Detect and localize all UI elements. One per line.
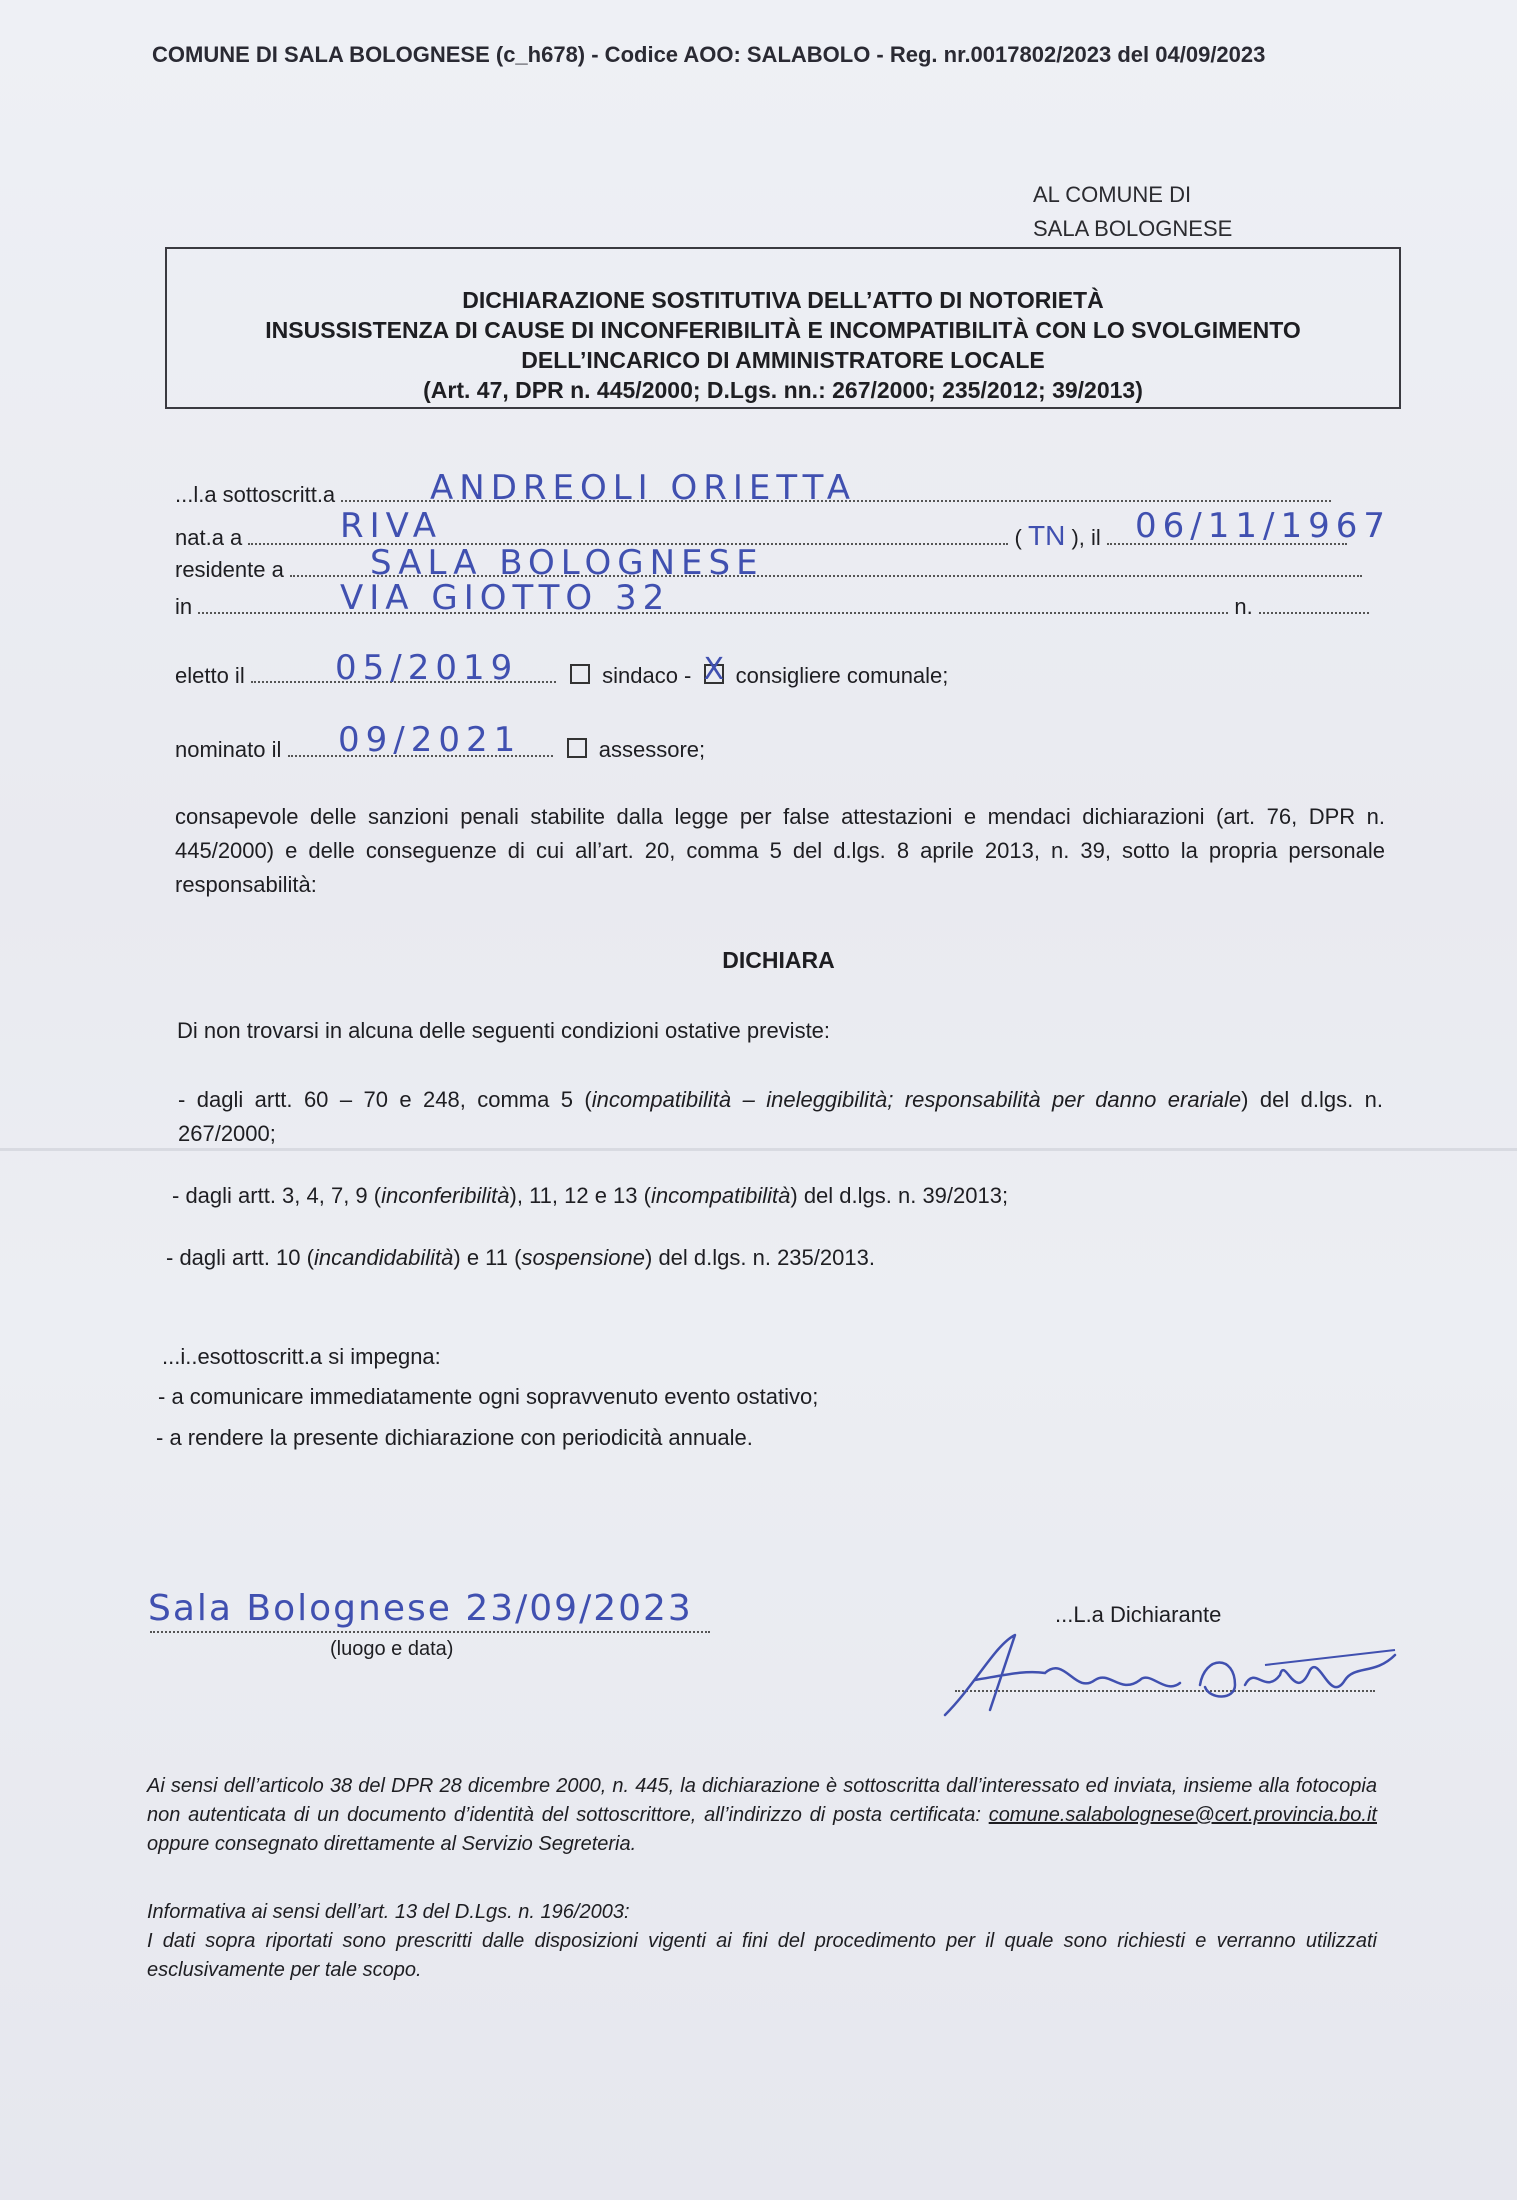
nominato-label: nominato il (175, 737, 282, 762)
impegno-intro: ...i..esottoscritt.a si impegna: (162, 1344, 441, 1369)
eletto-label: eletto il (175, 663, 245, 688)
sindaco-label: sindaco - (602, 663, 692, 688)
footer-p1-tail: oppure consegnato direttamente al Servizio Segreteria. (147, 1833, 637, 1855)
residente-value: SALA BOLOGNESE (370, 543, 764, 583)
n-field[interactable] (1259, 594, 1369, 614)
eletto-row (175, 652, 949, 689)
impegno-line-1: - a comunicare immediatamente ogni sopravvenuto evento ostativo; (158, 1384, 819, 1409)
title-line-2: INSUSSISTENZA DI CAUSE DI INCONFERIBILITÀ E INCOMPATIBILITÀ CON LO SVOLGIMENTO (265, 317, 1301, 343)
footer-p1-text: Ai sensi dell’articolo 38 del DPR 28 dicembre 2000, n. 445, la dichiarazione è sottoscritta dall’interessato ed inviata, insieme alla fotocopia non autenticata di un documento d’identità del sottoscrittore, all’indirizzo di posta certificata: (147, 1775, 1377, 1826)
title-box (165, 247, 1401, 409)
addressee-line-2: SALA BOLOGNESE (1033, 216, 1233, 241)
condition-3-part-3: ) e 11 ( (453, 1245, 522, 1270)
condition-3-part-5: ) del d.lgs. n. 235/2013. (645, 1245, 875, 1270)
eletto-value: 05/2019 (335, 648, 519, 688)
addressee (1033, 178, 1232, 246)
il-value: 06/11/1967 (1135, 506, 1391, 546)
in-value: VIA GIOTTO 32 (340, 578, 671, 618)
title-line-3: DELL’INCARICO DI AMMINISTRATORE LOCALE (521, 347, 1045, 373)
prov-label: ( (1014, 525, 1022, 550)
title-line-4: (Art. 47, DPR n. 445/2000; D.Lgs. nn.: 267/2000; 235/2012; 39/2013) (423, 377, 1143, 403)
footer-paragraph-1 (147, 1772, 1377, 1859)
place-date-label: (luogo e data) (330, 1638, 454, 1660)
consigliere-check-mark: X (703, 652, 725, 687)
condition-1-post: ) del d.lgs. n. 267/2000; (178, 1087, 1384, 1146)
condition-2-part-3: ), 11, 12 e 13 ( (509, 1183, 651, 1208)
il-label: ), il (1071, 525, 1101, 550)
place-date-value: Sala Bolognese 23/09/2023 (148, 1588, 693, 1629)
condition-3-part-1: - dagli artt. 10 ( (166, 1245, 314, 1270)
addressee-line-1: AL COMUNE DI (1033, 182, 1192, 207)
condition-3-part-4: sospensione (521, 1245, 645, 1270)
handwritten-signature (935, 1625, 1405, 1725)
footer-p2-title: Informativa ai sensi dell’art. 13 del D.Lgs. n. 196/2003: (147, 1901, 630, 1923)
dichiara-heading: DICHIARA (722, 947, 835, 973)
footer-paragraph-2 (147, 1898, 1377, 1985)
pec-email-link[interactable]: comune.salabolognese@cert.provincia.bo.it (988, 1804, 1377, 1826)
condition-2-part-5: ) del d.lgs. n. 39/2013; (790, 1183, 1009, 1208)
conditions-intro: Di non trovarsi in alcuna delle seguenti condizioni ostative previste: (177, 1018, 831, 1043)
condition-1-italic: incompatibilità – ineleggibilità; responsabilità per danno erariale (591, 1087, 1242, 1112)
consigliere-checkbox[interactable] (703, 652, 725, 687)
in-label: in (175, 594, 193, 619)
sindaco-checkbox[interactable] (570, 664, 590, 684)
title-line-1: DICHIARAZIONE SOSTITUTIVA DELL’ATTO DI NOTORIETÀ (462, 287, 1104, 313)
sottoscritto-value: ANDREOLI ORIETTA (430, 468, 856, 508)
condition-2-part-4: incompatibilità (650, 1183, 791, 1208)
protocol-header: COMUNE DI SALA BOLOGNESE (c_h678) - Codice AOO: SALABOLO - Reg. nr.0017802/2023 del 04/09/2023 (152, 42, 1266, 67)
footer-p2-text: I dati sopra riportati sono prescritti dalle disposizioni vigenti ai fini del procedimento per il quale sono richiesti e verranno utilizzati esclusivamente per tale scopo. (147, 1930, 1377, 1981)
n-label: n. (1234, 594, 1253, 619)
condition-2-part-1: - dagli artt. 3, 4, 7, 9 ( (172, 1183, 382, 1208)
condition-1-pre: - dagli artt. 60 – 70 e 248, comma 5 ( (178, 1087, 592, 1112)
residente-label: residente a (175, 557, 284, 582)
impegno-line-2: - a rendere la presente dichiarazione con periodicità annuale. (156, 1425, 753, 1450)
nato-value: RIVA (340, 506, 442, 546)
condition-item-1 (178, 1083, 1383, 1151)
consapevole-paragraph: consapevole delle sanzioni penali stabilite dalla legge per false attestazioni e mendaci dichiarazioni (art. 76, DPR n. 445/2000) e delle conseguenze di cui all’art. 20, comma 5 del d.lgs. 8 aprile 2013, n. 39, sotto la propria personale responsabilità: (175, 804, 1385, 897)
assessore-checkbox[interactable] (567, 738, 587, 758)
place-date-field[interactable] (150, 1631, 710, 1633)
nato-label: nat.a a (175, 525, 243, 550)
condition-item-3 (166, 1245, 875, 1271)
declarant-label: ...L.a Dichiarante (1055, 1602, 1222, 1627)
condition-item-2 (172, 1183, 1008, 1209)
prov-value: TN (1027, 520, 1066, 551)
nominato-value: 09/2021 (338, 720, 522, 760)
sottoscritto-label: ...l.a sottoscritt.a (175, 482, 336, 507)
consigliere-label: consigliere comunale; (735, 663, 949, 688)
assessore-label: assessore; (598, 737, 706, 762)
condition-3-part-2: incandidabilità (313, 1245, 454, 1270)
condition-2-part-2: inconferibilità (381, 1183, 510, 1208)
